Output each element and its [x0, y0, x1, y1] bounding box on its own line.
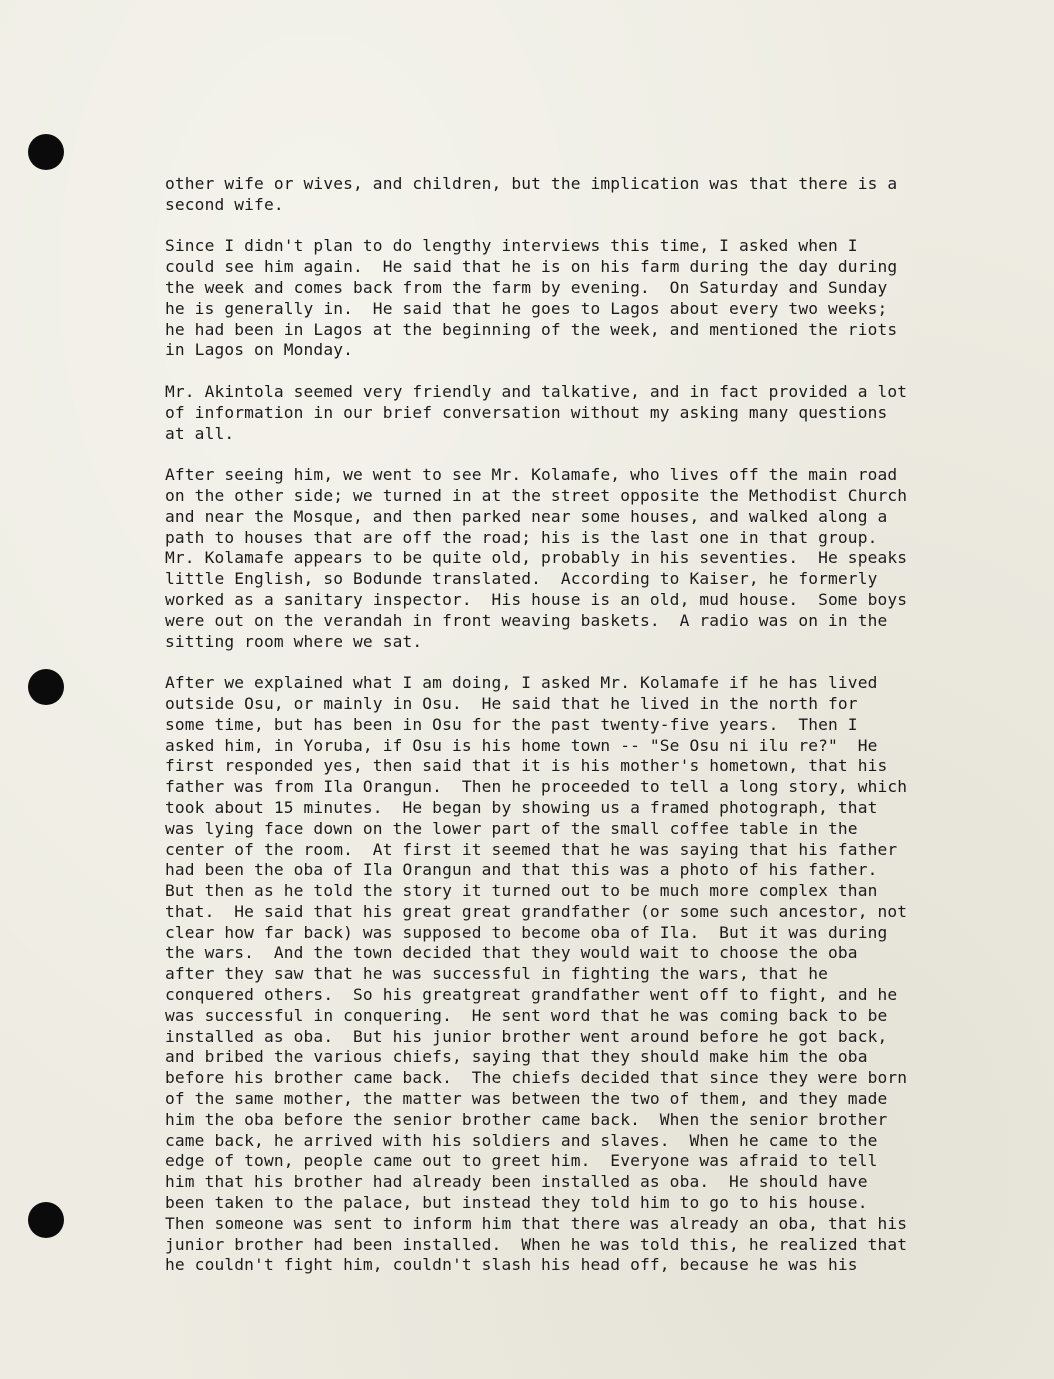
paragraph-1 — [165, 174, 965, 216]
text-line: clear how far back) was supposed to become oba of Ila. But it was during — [165, 922, 888, 942]
paragraph-3 — [165, 382, 965, 444]
text-line: after they saw that he was successful in fighting the wars, that he — [165, 964, 829, 984]
text-line: Mr. Akintola seemed very friendly and talkative, and in fact provided a lot — [165, 381, 908, 401]
text-line: second wife. — [165, 194, 284, 214]
text-line: had been the oba of Ila Orangun and that this was a photo of his father. — [165, 860, 878, 880]
text-line: some time, but has been in Osu for the past twenty-five years. Then I — [165, 714, 858, 734]
text-line: little English, so Bodunde translated. According to Kaiser, he formerly — [165, 569, 878, 589]
text-line: asked him, in Yoruba, if Osu is his home town -- "Se Osu ni ilu re?" He — [165, 735, 878, 755]
binder-hole — [28, 1202, 64, 1238]
text-line: conquered others. So his greatgreat grandfather went off to fight, and he — [165, 985, 898, 1005]
text-line: installed as oba. But his junior brother went around before he got back, — [165, 1026, 888, 1046]
text-line: junior brother had been installed. When he was told this, he realized that — [165, 1234, 908, 1254]
text-line: center of the room. At first it seemed that he was saying that his father — [165, 839, 898, 859]
text-line: first responded yes, then said that it is his mother's hometown, that his — [165, 756, 888, 776]
text-line: he is generally in. He said that he goes to Lagos about every two weeks; — [165, 298, 888, 318]
text-line: he had been in Lagos at the beginning of the week, and mentioned the riots — [165, 319, 898, 339]
text-line: After seeing him, we went to see Mr. Kolamafe, who lives off the main road — [165, 465, 898, 485]
text-line: he couldn't fight him, couldn't slash his head off, because he was his — [165, 1255, 858, 1275]
text-line: Then someone was sent to inform him that there was already an oba, that his — [165, 1213, 908, 1233]
text-line: Since I didn't plan to do lengthy interviews this time, I asked when I — [165, 236, 858, 256]
binder-hole — [28, 669, 64, 705]
text-line: sitting room where we sat. — [165, 631, 423, 651]
text-line: that. He said that his great great grandfather (or some such ancestor, not — [165, 901, 908, 921]
text-line: took about 15 minutes. He began by showing us a framed photograph, that — [165, 797, 878, 817]
text-line: and near the Mosque, and then parked near some houses, and walked along a — [165, 506, 888, 526]
text-line: been taken to the palace, but instead they told him to go to his house. — [165, 1193, 868, 1213]
text-line: of the same mother, the matter was between the two of them, and they made — [165, 1089, 888, 1109]
text-line: were out on the verandah in front weaving baskets. A radio was on in the — [165, 610, 888, 630]
text-line: After we explained what I am doing, I asked Mr. Kolamafe if he has lived — [165, 673, 878, 693]
binder-hole — [28, 134, 64, 170]
text-line: father was from Ila Orangun. Then he proceeded to tell a long story, which — [165, 777, 908, 797]
text-line: was successful in conquering. He sent word that he was coming back to be — [165, 1005, 888, 1025]
text-line: before his brother came back. The chiefs decided that since they were born — [165, 1068, 908, 1088]
typed-text-body — [165, 174, 965, 1297]
text-line: and bribed the various chiefs, saying that they should make him the oba — [165, 1047, 868, 1067]
text-line: the wars. And the town decided that they would wait to choose the oba — [165, 943, 858, 963]
text-line: Mr. Kolamafe appears to be quite old, probably in his seventies. He speaks — [165, 548, 908, 568]
text-line: in Lagos on Monday. — [165, 340, 354, 360]
text-line: path to houses that are off the road; his is the last one in that group. — [165, 527, 878, 547]
paragraph-2 — [165, 236, 965, 361]
text-line: other wife or wives, and children, but the implication was that there is a — [165, 174, 898, 193]
text-line: But then as he told the story it turned out to be much more complex than — [165, 881, 878, 901]
text-line: worked as a sanitary inspector. His house is an old, mud house. Some boys — [165, 589, 908, 609]
paragraph-5 — [165, 673, 965, 1276]
text-line: was lying face down on the lower part of the small coffee table in the — [165, 818, 858, 838]
text-line: could see him again. He said that he is on his farm during the day during — [165, 257, 898, 277]
text-line: him the oba before the senior brother came back. When the senior brother — [165, 1109, 888, 1129]
paragraph-4 — [165, 465, 965, 652]
text-line: edge of town, people came out to greet him. Everyone was afraid to tell — [165, 1151, 878, 1171]
text-line: on the other side; we turned in at the street opposite the Methodist Church — [165, 485, 908, 505]
text-line: him that his brother had already been installed as oba. He should have — [165, 1172, 868, 1192]
text-line: came back, he arrived with his soldiers and slaves. When he came to the — [165, 1130, 878, 1150]
text-line: the week and comes back from the farm by evening. On Saturday and Sunday — [165, 277, 888, 297]
text-line: at all. — [165, 423, 235, 443]
text-line: outside Osu, or mainly in Osu. He said that he lived in the north for — [165, 693, 858, 713]
text-line: of information in our brief conversation without my asking many questions — [165, 402, 888, 422]
